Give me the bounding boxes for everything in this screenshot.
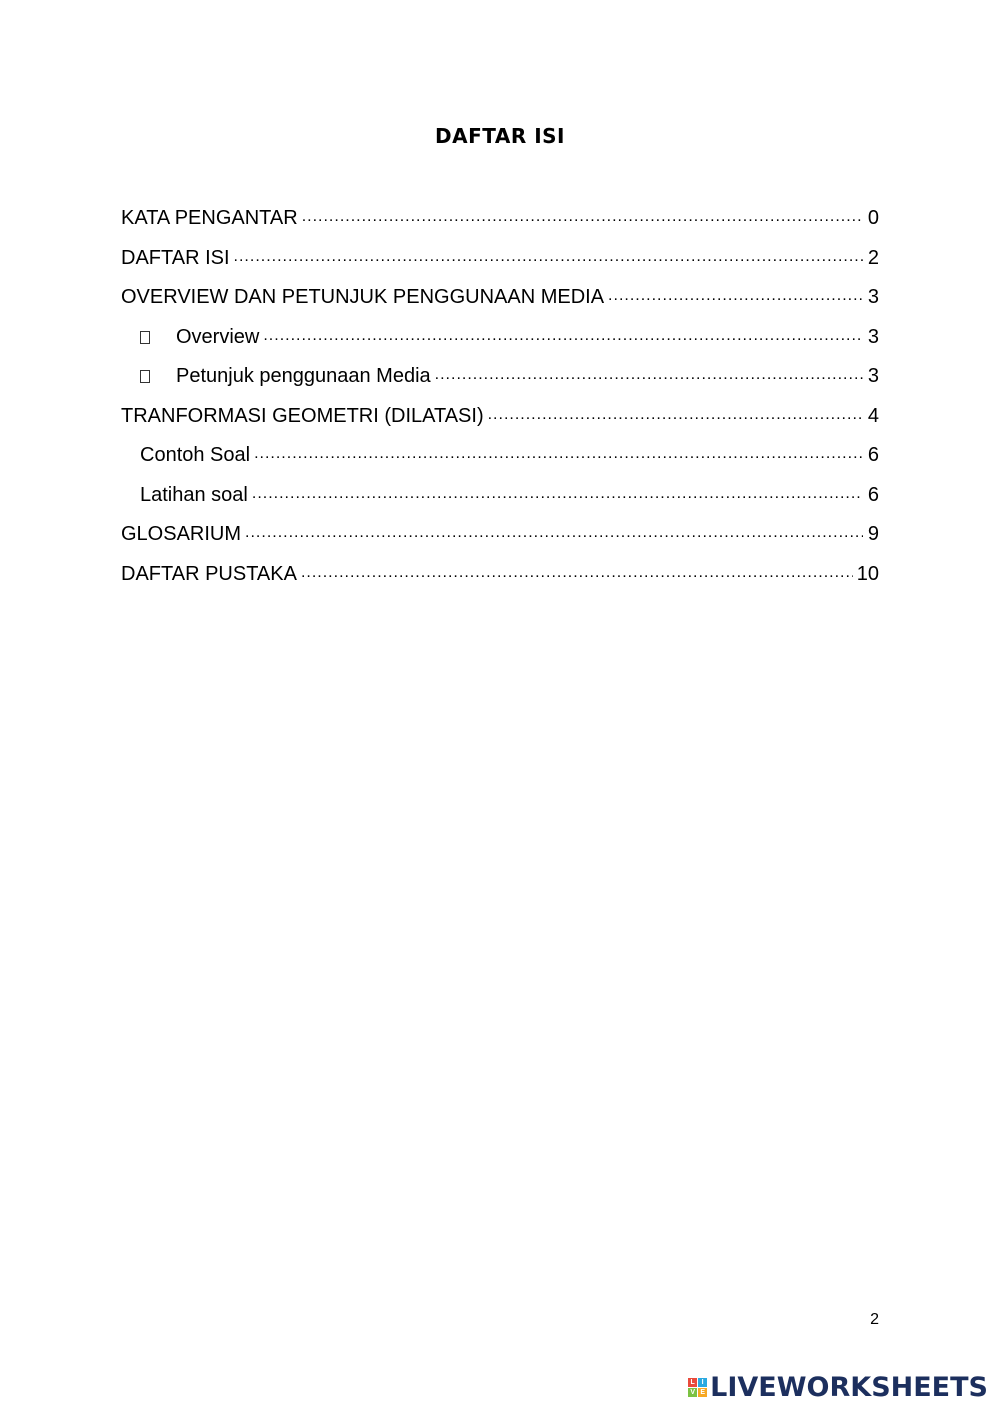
toc-entry-page: 3 [867, 325, 879, 348]
toc-entry-glosarium[interactable] [121, 520, 879, 560]
toc-entry-page: 4 [867, 404, 879, 427]
toc-entry-label: Contoh Soal [140, 444, 251, 466]
toc-entry-page: 3 [867, 286, 879, 308]
toc-entry-page: 9 [867, 523, 879, 545]
dot-leader [254, 441, 863, 461]
toc-entry-label: TRANFORMASI GEOMETRI (DILATASI) [121, 404, 484, 427]
logo-letter-v: V [688, 1388, 697, 1397]
dot-leader [302, 204, 863, 224]
toc-entry-label: DAFTAR PUSTAKA [121, 562, 297, 585]
toc-entry-page: 3 [867, 365, 879, 387]
page-number: 2 [870, 1311, 879, 1328]
bullet-icon [140, 370, 150, 383]
toc-entry-latihan-soal[interactable] [121, 481, 879, 521]
dot-leader [252, 481, 863, 501]
brand-name: LIVEWORKSHEETS [710, 1372, 988, 1403]
toc-entry-label: DAFTAR ISI [121, 246, 230, 269]
dot-leader [301, 560, 853, 580]
liveworksheets-logo-icon [688, 1378, 707, 1397]
toc-entry-page: 0 [867, 207, 879, 229]
toc-entry-label: KATA PENGANTAR [121, 207, 298, 229]
toc-entry-page: 6 [867, 483, 879, 506]
toc-entry-label: Latihan soal [140, 483, 248, 506]
toc-entry-daftar-pustaka[interactable] [121, 560, 879, 600]
dot-leader [263, 323, 863, 343]
toc-entry-page: 10 [856, 562, 879, 585]
toc-entry-kata-pengantar[interactable] [121, 204, 879, 244]
dot-leader [608, 283, 863, 303]
dot-leader [488, 402, 863, 422]
toc-entry-petunjuk-penggunaan[interactable] [121, 362, 879, 402]
table-of-contents [121, 204, 879, 599]
dot-leader [435, 362, 863, 382]
toc-entry-label: Overview [176, 325, 260, 348]
toc-entry-label: GLOSARIUM [121, 523, 242, 545]
liveworksheets-brand[interactable] [688, 1372, 988, 1403]
toc-entry-page: 6 [867, 444, 879, 466]
logo-letter-i: I [698, 1378, 707, 1387]
toc-entry-page: 2 [867, 246, 879, 269]
toc-entry-overview[interactable] [121, 323, 879, 363]
toc-entry-daftar-isi[interactable] [121, 244, 879, 284]
toc-entry-label: OVERVIEW DAN PETUNJUK PENGGUNAAN MEDIA [121, 286, 605, 308]
bullet-icon [140, 331, 150, 344]
dot-leader [234, 244, 863, 264]
dot-leader [245, 520, 863, 540]
logo-letter-e: E [698, 1388, 707, 1397]
toc-entry-label: Petunjuk penggunaan Media [176, 365, 431, 387]
logo-letter-l: L [688, 1378, 697, 1387]
page-title: DAFTAR ISI [435, 124, 565, 148]
toc-entry-overview-dan-petunjuk[interactable] [121, 283, 879, 323]
toc-entry-transformasi-geometri[interactable] [121, 402, 879, 442]
toc-entry-contoh-soal[interactable] [121, 441, 879, 481]
